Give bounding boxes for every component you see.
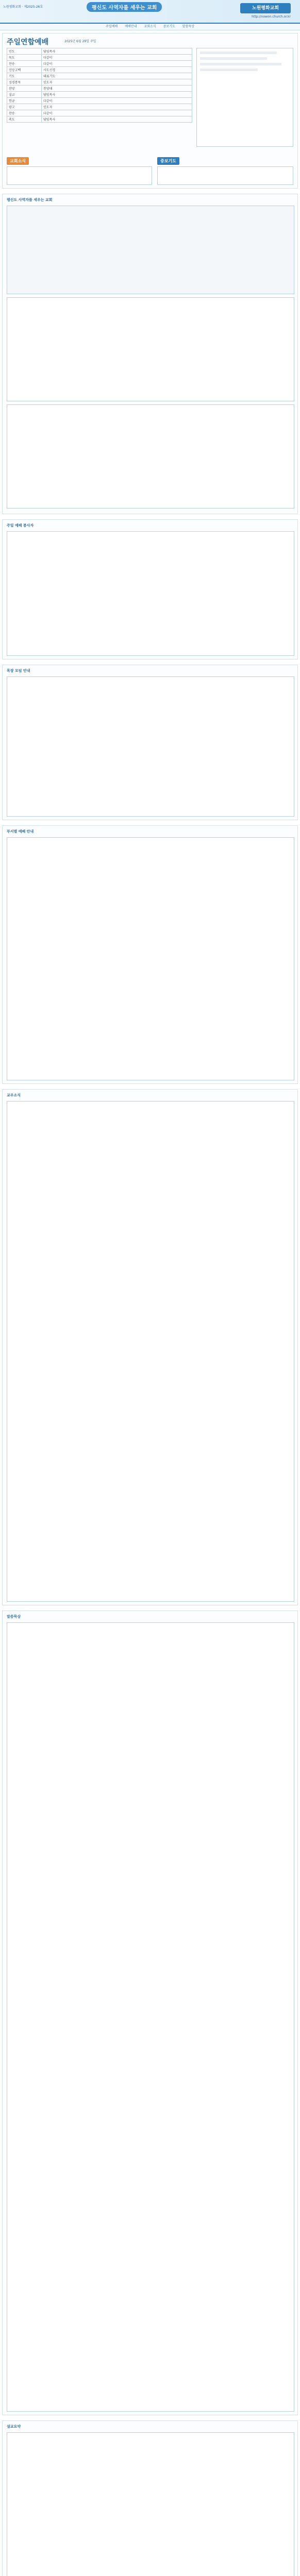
nav-item[interactable]: 말씀묵상: [182, 25, 194, 28]
worship-row: [7, 98, 192, 104]
worship-row: [7, 73, 192, 79]
serve-section: [2, 519, 298, 659]
notice-title: 교우소식: [7, 1093, 21, 1097]
news-head: [7, 157, 29, 165]
group-table-box: [7, 676, 294, 817]
worship-item: 성경봉독: [7, 79, 42, 86]
worship-leader: 다같이: [42, 61, 192, 67]
header-url: http://nowon.church.or.kr: [252, 15, 291, 19]
worship-leader: 담임목사: [42, 48, 192, 55]
worship-row: [7, 61, 192, 67]
notice-section: [2, 1089, 298, 1605]
brand-logo: 노원평화교회: [240, 3, 291, 13]
weekly-table-box: [7, 404, 294, 509]
offering-table-box: [7, 297, 294, 401]
meditation-box: [7, 1622, 294, 2412]
worship-row: [7, 79, 192, 86]
cell-box: [7, 837, 294, 1080]
worship-leader: 다같이: [42, 110, 192, 116]
worship-section: [2, 33, 298, 189]
worship-row: [7, 67, 192, 73]
worship-leader: 인도자: [42, 104, 192, 110]
news-box: [7, 166, 152, 185]
worship-leader: 인도자: [42, 79, 192, 86]
worship-item: 찬양: [7, 86, 42, 92]
sermon-box: [7, 2432, 294, 2576]
nav-item[interactable]: 주일예배: [106, 25, 118, 28]
cell-section: [2, 825, 298, 1084]
cell-title: 부서별 예배 안내: [7, 829, 34, 834]
worship-item: 찬송: [7, 110, 42, 116]
service-section: [2, 194, 298, 514]
serve-title: 주일 예배 봉사자: [7, 523, 34, 528]
worship-row: [7, 92, 192, 98]
worship-row: [7, 86, 192, 92]
worship-row: [7, 104, 192, 110]
meditation-section: [2, 1611, 298, 2415]
worship-item: 설교: [7, 92, 42, 98]
worship-item: 찬송: [7, 61, 42, 67]
nav-item[interactable]: 교회소식: [144, 25, 156, 28]
worship-item: 광고: [7, 104, 42, 110]
worship-side-box: [196, 48, 293, 147]
worship-row: [7, 110, 192, 116]
worship-item: 헌금: [7, 98, 42, 104]
prayer-head: [157, 157, 179, 165]
worship-date: 2025년 6월 29일 주일: [64, 40, 96, 43]
worship-leader: 찬양대: [42, 86, 192, 92]
worship-leader: 담임목사: [42, 92, 192, 98]
group-section: [2, 665, 298, 820]
notice-box: [7, 1101, 294, 1602]
worship-leader: 다같이: [42, 55, 192, 61]
header: [0, 0, 300, 24]
worship-title: 주일연합예배: [7, 38, 49, 46]
worship-item: 축도: [7, 116, 42, 123]
issue-tag: 노원평화교회 · 제2025-26호: [3, 5, 43, 9]
nav-item[interactable]: 예배안내: [125, 25, 137, 28]
worship-leader: 사도신경: [42, 67, 192, 73]
worship-order-table: [7, 48, 192, 123]
worship-item: 신앙고백: [7, 67, 42, 73]
sermon-title: 설교요약: [7, 2425, 21, 2429]
worship-item: 묵도: [7, 55, 42, 61]
news-title: 교회소식: [7, 157, 29, 165]
worship-row: [7, 116, 192, 123]
nav-bar: [0, 24, 300, 30]
worship-item: 기도: [7, 73, 42, 79]
prayer-title: 중보기도: [157, 157, 179, 165]
meditation-title: 말씀묵상: [7, 1615, 21, 1619]
header-title: 평신도 사역자를 세우는 교회: [87, 2, 162, 12]
sermon-section: [2, 2420, 298, 2576]
worship-leader: 다같이: [42, 98, 192, 104]
service-text-box: [7, 206, 294, 294]
worship-row: [7, 55, 192, 61]
service-title: 평신도 사역자를 세우는 교회: [7, 198, 53, 202]
worship-item: 인도: [7, 48, 42, 55]
serve-table-box: [7, 531, 294, 656]
worship-row: [7, 48, 192, 55]
prayer-box: [157, 166, 293, 185]
nav-item[interactable]: 중보기도: [163, 25, 175, 28]
group-title: 목장 모임 안내: [7, 669, 30, 673]
worship-leader: 대표기도: [42, 73, 192, 79]
worship-leader: 담임목사: [42, 116, 192, 123]
